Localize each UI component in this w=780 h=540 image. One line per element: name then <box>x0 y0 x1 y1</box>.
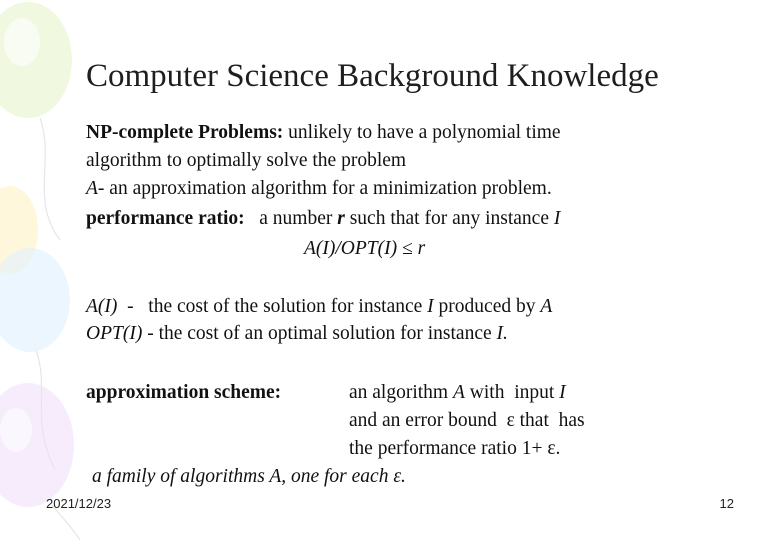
scheme-def-2: and an error bound ε that has <box>349 410 585 431</box>
opt-I: I. <box>496 323 508 344</box>
footer-date: 2021/12/23 <box>46 496 112 511</box>
perf-text-2: such that for any instance <box>344 208 554 229</box>
ai-var: A(I) <box>86 296 118 317</box>
scheme-var-A: A <box>452 382 465 403</box>
family-line <box>92 466 406 488</box>
perf-text-1: a number <box>244 208 338 229</box>
approx-algo-line <box>86 178 552 200</box>
np-text-1: unlikely to have a polynomial time <box>283 122 561 143</box>
ai-line <box>86 296 552 318</box>
scheme-line-1 <box>86 382 281 404</box>
family-text: a family of algorithms A, one for each ε. <box>92 466 406 487</box>
footer-page-number: 12 <box>719 496 734 511</box>
scheme-def-3: the performance ratio 1+ ε. <box>349 438 561 459</box>
opt-var: OPT(I) <box>86 323 143 344</box>
ai-text: - the cost of the solution for instance <box>117 296 428 317</box>
opt-text: - the cost of an optimal solution for instance <box>142 323 497 344</box>
scheme-var-I: I <box>559 382 566 403</box>
perf-term: performance ratio: <box>86 208 245 229</box>
scheme-text-1a: an algorithm <box>349 382 453 403</box>
slide-title: Computer Science Background Knowledge <box>86 58 659 94</box>
scheme-text-1c: with input <box>464 382 560 403</box>
ai-I: I <box>427 296 434 317</box>
perf-ratio-line <box>86 208 560 230</box>
perf-r: r <box>337 208 345 229</box>
np-line-1 <box>86 122 561 144</box>
ratio-formula <box>304 238 425 260</box>
ai-A: A <box>540 296 553 317</box>
ai-text-2: produced by <box>433 296 541 317</box>
perf-I: I <box>553 208 561 229</box>
np-line-2: algorithm to optimally solve the problem <box>86 150 407 171</box>
np-term: NP-complete Problems: <box>86 122 284 143</box>
scheme-def-1 <box>349 382 566 404</box>
formula-text: A(I)/OPT(I) ≤ r <box>304 238 426 259</box>
approx-var: A <box>86 178 98 199</box>
scheme-term: approximation scheme: <box>86 382 282 403</box>
opt-line <box>86 323 508 345</box>
approx-text: - an approximation algorithm for a minimization problem. <box>97 178 552 199</box>
